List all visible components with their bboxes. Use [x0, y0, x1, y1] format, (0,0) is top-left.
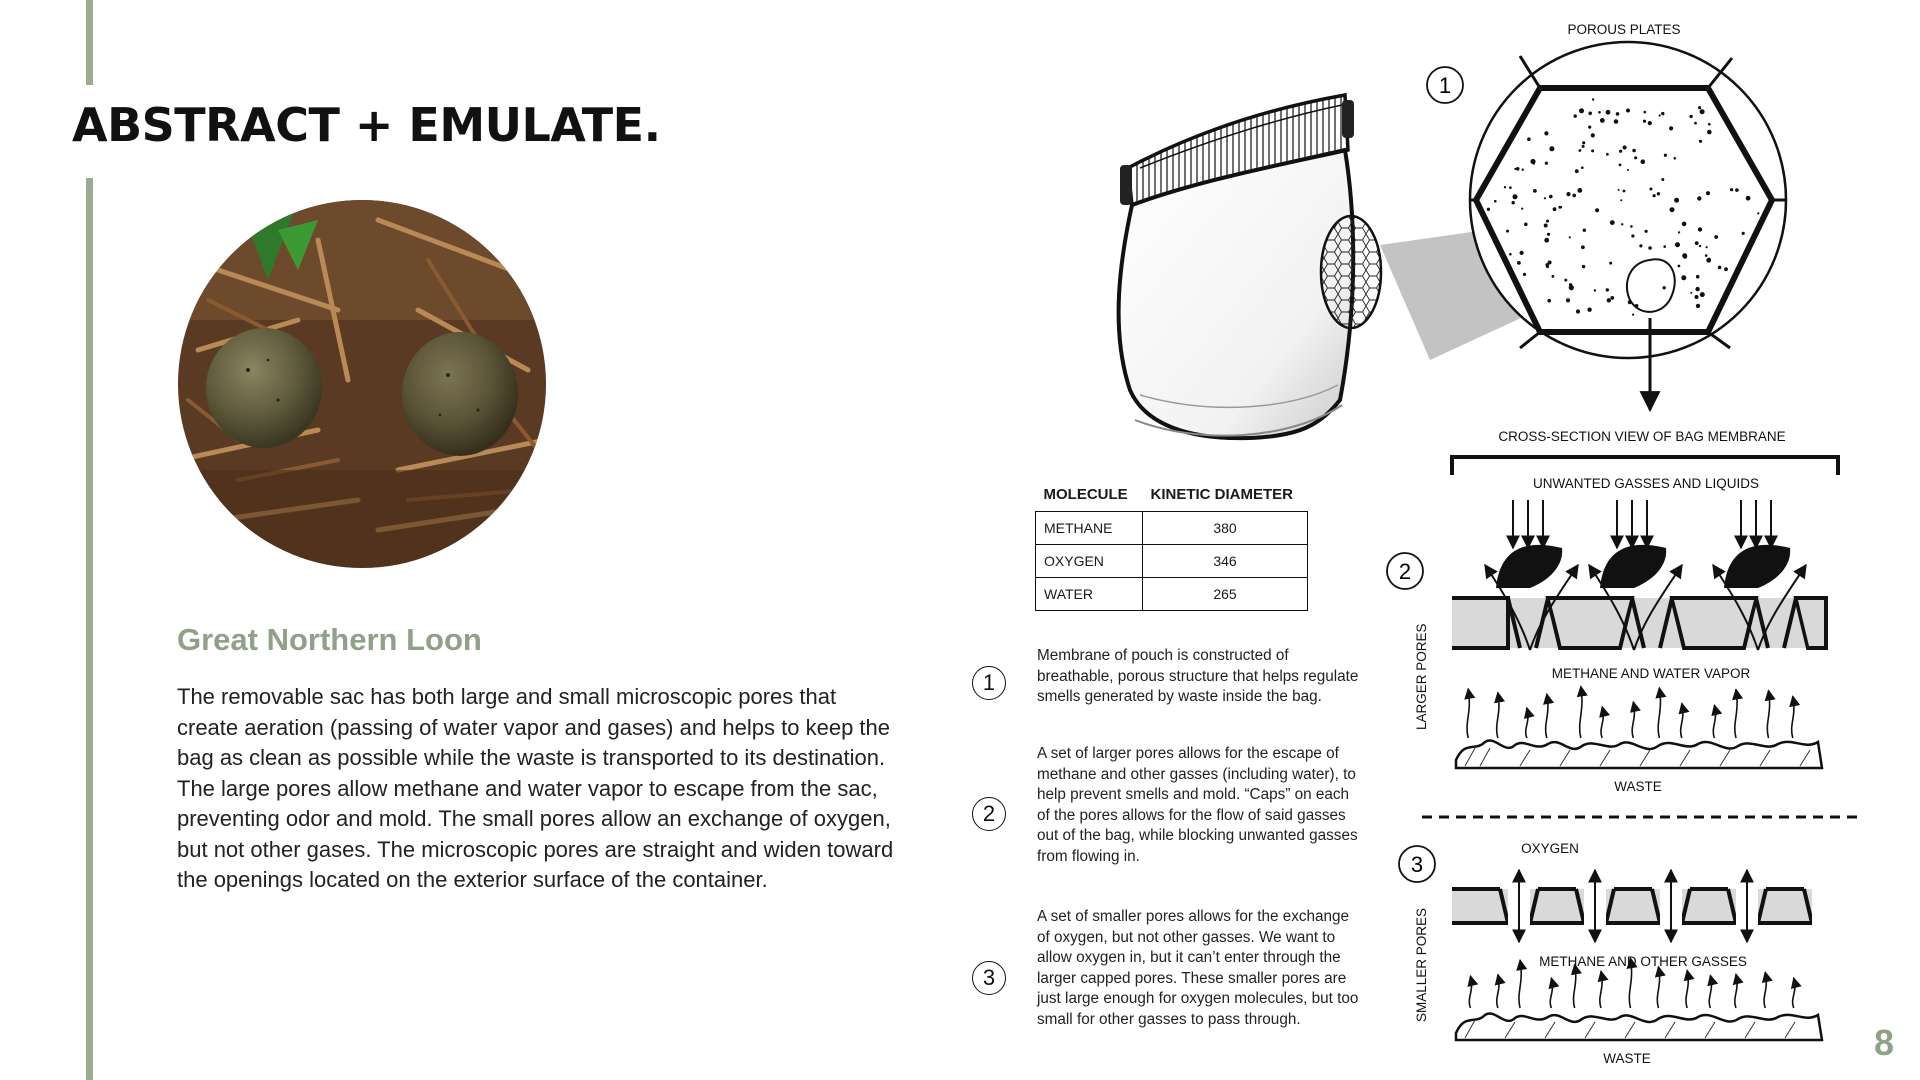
diameter-cell: 380 [1143, 512, 1308, 545]
smaller-pores-label: SMALLER PORES [1414, 907, 1429, 1022]
svg-text:1: 1 [1438, 73, 1452, 98]
diagram-marker-1 [1427, 67, 1463, 103]
diagram-marker-3 [1399, 846, 1435, 882]
kinetic-diameter-table [1035, 486, 1308, 611]
molecule-cell: WATER [1036, 578, 1143, 611]
page-number: 8 [1873, 1022, 1894, 1063]
unwanted-gasses-label: UNWANTED GASSES AND LIQUIDS [1532, 476, 1760, 491]
diagram-marker-2 [1387, 553, 1423, 589]
table-row [1036, 578, 1308, 611]
accent-bar-bottom [86, 178, 93, 1080]
methane-other-gasses-label: METHANE AND OTHER GASSES [1539, 954, 1747, 969]
diameter-cell: 346 [1143, 545, 1308, 578]
svg-text:3: 3 [1410, 852, 1424, 877]
cross-section-label: CROSS-SECTION VIEW OF BAG MEMBRANE [1498, 429, 1786, 444]
molecule-cell: OXYGEN [1036, 545, 1143, 578]
oxygen-label: OXYGEN [1521, 841, 1579, 856]
note-marker-1: 1 [972, 666, 1006, 700]
waste-bottom-label: WASTE [1603, 1051, 1651, 1066]
larger-pores-label: LARGER PORES [1414, 623, 1429, 730]
kinetic-diameter-header: KINETIC DIAMETER [1150, 486, 1293, 503]
accent-bar-top [86, 0, 93, 85]
note-marker-3: 3 [972, 961, 1006, 995]
diameter-cell: 265 [1143, 578, 1308, 611]
waste-top-label: WASTE [1614, 779, 1662, 794]
organism-name: Great Northern Loon [177, 622, 482, 657]
note-marker-2: 2 [972, 797, 1006, 831]
organism-description: The removable sac has both large and small microscopic pores that create aeration (passing of water vapor and gases) and helps to keep the bag as clean as possible while the waste is transported to its destination. The large pores allow methane and water vapor to escape from the sac, preventing odor and mold. The small pores allow an exchange of oxygen, but not other gases. The microscopic pores are straight and widen toward the openings located on the exterior surface of the container. [177, 684, 894, 892]
loon-eggs-photo [178, 200, 546, 568]
porous-plates-zoom [1470, 42, 1786, 410]
table-row [1036, 545, 1308, 578]
table-row [1036, 512, 1308, 545]
page-title: ABSTRACT + EMULATE. [72, 98, 661, 152]
larger-pores-illustration [1452, 500, 1826, 768]
methane-water-vapor-label: METHANE AND WATER VAPOR [1551, 666, 1751, 681]
note-3-text: A set of smaller pores allows for the exchange of oxygen, but not other gasses. We want to allow oxygen in, but it can’t enter through the larger capped pores. These smaller pores are just large enough for oxygen molecules, but too small for other gasses to pass through. [1037, 908, 1359, 1028]
porous-plates-label: POROUS PLATES [1567, 22, 1681, 37]
svg-text:2: 2 [1398, 559, 1412, 584]
note-1-text: Membrane of pouch is constructed of breathable, porous structure that helps regulate smells generated by waste inside the bag. [1037, 647, 1359, 705]
note-2-text: A set of larger pores allows for the escape of methane and other gasses (including water), to help prevent smells and mold. “Caps” on each of the pores allows for the flow of said gasses out of the bag, while blocking unwanted gasses from flowing in. [1037, 745, 1358, 865]
molecule-header: MOLECULE [1043, 486, 1128, 503]
molecule-cell: METHANE [1036, 512, 1143, 545]
